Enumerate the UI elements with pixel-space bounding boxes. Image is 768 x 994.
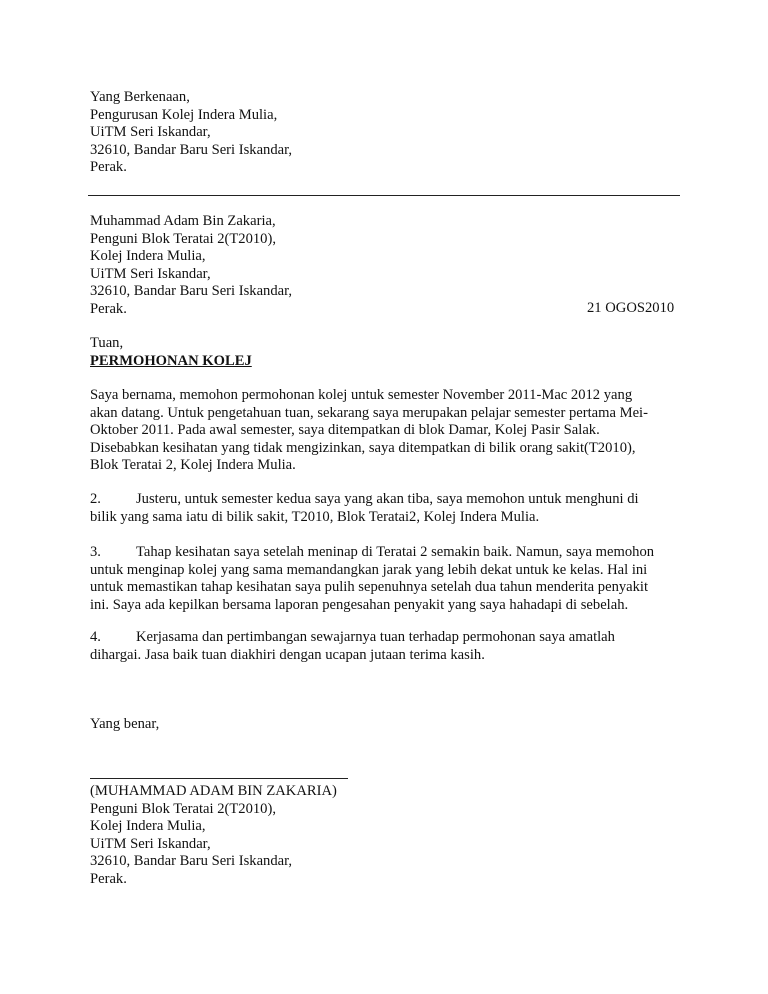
letter-date: 21 OGOS2010	[587, 300, 675, 316]
signature-line	[90, 778, 348, 779]
signature-line-text: UiTM Seri Iskandar,	[90, 835, 211, 852]
paragraph-line	[90, 629, 680, 647]
paragraph-number: 2.	[90, 491, 101, 507]
salutation-block	[90, 335, 690, 370]
paragraph-line: bilik yang sama iatu di bilik sakit, T2010, Blok Teratai2, Kolej Indera Mulia.	[90, 508, 540, 525]
paragraph-text: Kerjasama dan pertimbangan sewajarnya tuan terhadap permohonan saya amatlah	[136, 629, 615, 645]
paragraph-line	[90, 491, 680, 509]
sender-line: UiTM Seri Iskandar,	[90, 265, 211, 282]
paragraph-line: untuk memastikan tahap kesihatan saya pulih sepenuhnya setelah dua tahun menderita penyakit	[90, 579, 649, 596]
sender-line: 32610, Bandar Baru Seri Iskandar,	[90, 283, 293, 300]
paragraph-line: ini. Saya ada kepilkan bersama laporan pengesahan penyakit yang saya hahadapi di sebelah.	[90, 596, 629, 613]
signature-line-text: 32610, Bandar Baru Seri Iskandar,	[90, 853, 293, 870]
paragraph-line: akan datang. Untuk pengetahuan tuan, sekarang saya merupakan pelajar semester pertama Mei-	[90, 404, 648, 421]
signature-line-text: Kolej Indera Mulia,	[90, 818, 206, 835]
sender-line: Kolej Indera Mulia,	[90, 248, 206, 265]
signature-line-text: Penguni Blok Teratai 2(T2010),	[90, 800, 276, 817]
paragraph-number: 3.	[90, 544, 101, 560]
sender-line: Perak.	[90, 300, 127, 317]
recipient-line: Perak.	[90, 159, 127, 176]
signature-block	[90, 783, 690, 889]
recipient-line: Yang Berkenaan,	[90, 89, 190, 105]
paragraph-number: 4.	[90, 629, 101, 645]
paragraph-line: Saya bernama, memohon permohonan kolej untuk semester November 2011-Mac 2012 yang	[90, 387, 633, 403]
paragraph-4	[90, 629, 680, 664]
paragraph-line: Disebabkan kesihatan yang tidak mengizinkan, saya ditempatkan di bilik orang sakit(T2010),	[90, 439, 636, 456]
paragraph-3	[90, 544, 680, 614]
paragraph-text: Justeru, untuk semester kedua saya yang akan tiba, saya memohon untuk menghuni di	[136, 491, 639, 507]
paragraph-line: Oktober 2011. Pada awal semester, saya ditempatkan di blok Damar, Kolej Pasir Salak.	[90, 422, 600, 439]
recipient-line: Pengurusan Kolej Indera Mulia,	[90, 106, 278, 123]
salutation: Tuan,	[90, 335, 124, 351]
paragraph-line: untuk menginap kolej yang sama memandangkan jarak yang lebih dekat untuk ke kelas. Hal ini	[90, 561, 648, 578]
recipient-line: 32610, Bandar Baru Seri Iskandar,	[90, 141, 293, 158]
paragraph-line: dihargai. Jasa baik tuan diakhiri dengan ucapan jutaan terima kasih.	[90, 646, 485, 663]
sender-line: Penguni Blok Teratai 2(T2010),	[90, 230, 276, 247]
paragraph-text: Tahap kesihatan saya setelah meninap di Teratai 2 semakin baik. Namun, saya memohon	[136, 544, 655, 560]
signature-line-text: Perak.	[90, 870, 127, 887]
paragraph-line	[90, 544, 680, 562]
signatory-name: (MUHAMMAD ADAM BIN ZAKARIA)	[90, 783, 337, 799]
recipient-address	[90, 89, 690, 177]
subject-title: PERMOHONAN KOLEJ	[90, 352, 252, 369]
paragraph-1	[90, 387, 680, 475]
closing-block	[90, 716, 690, 734]
horizontal-divider	[88, 195, 680, 196]
closing-text: Yang benar,	[90, 716, 160, 732]
recipient-line: UiTM Seri Iskandar,	[90, 124, 211, 141]
sender-line: Muhammad Adam Bin Zakaria,	[90, 213, 276, 229]
paragraph-2	[90, 491, 680, 526]
paragraph-line: Blok Teratai 2, Kolej Indera Mulia.	[90, 457, 296, 474]
